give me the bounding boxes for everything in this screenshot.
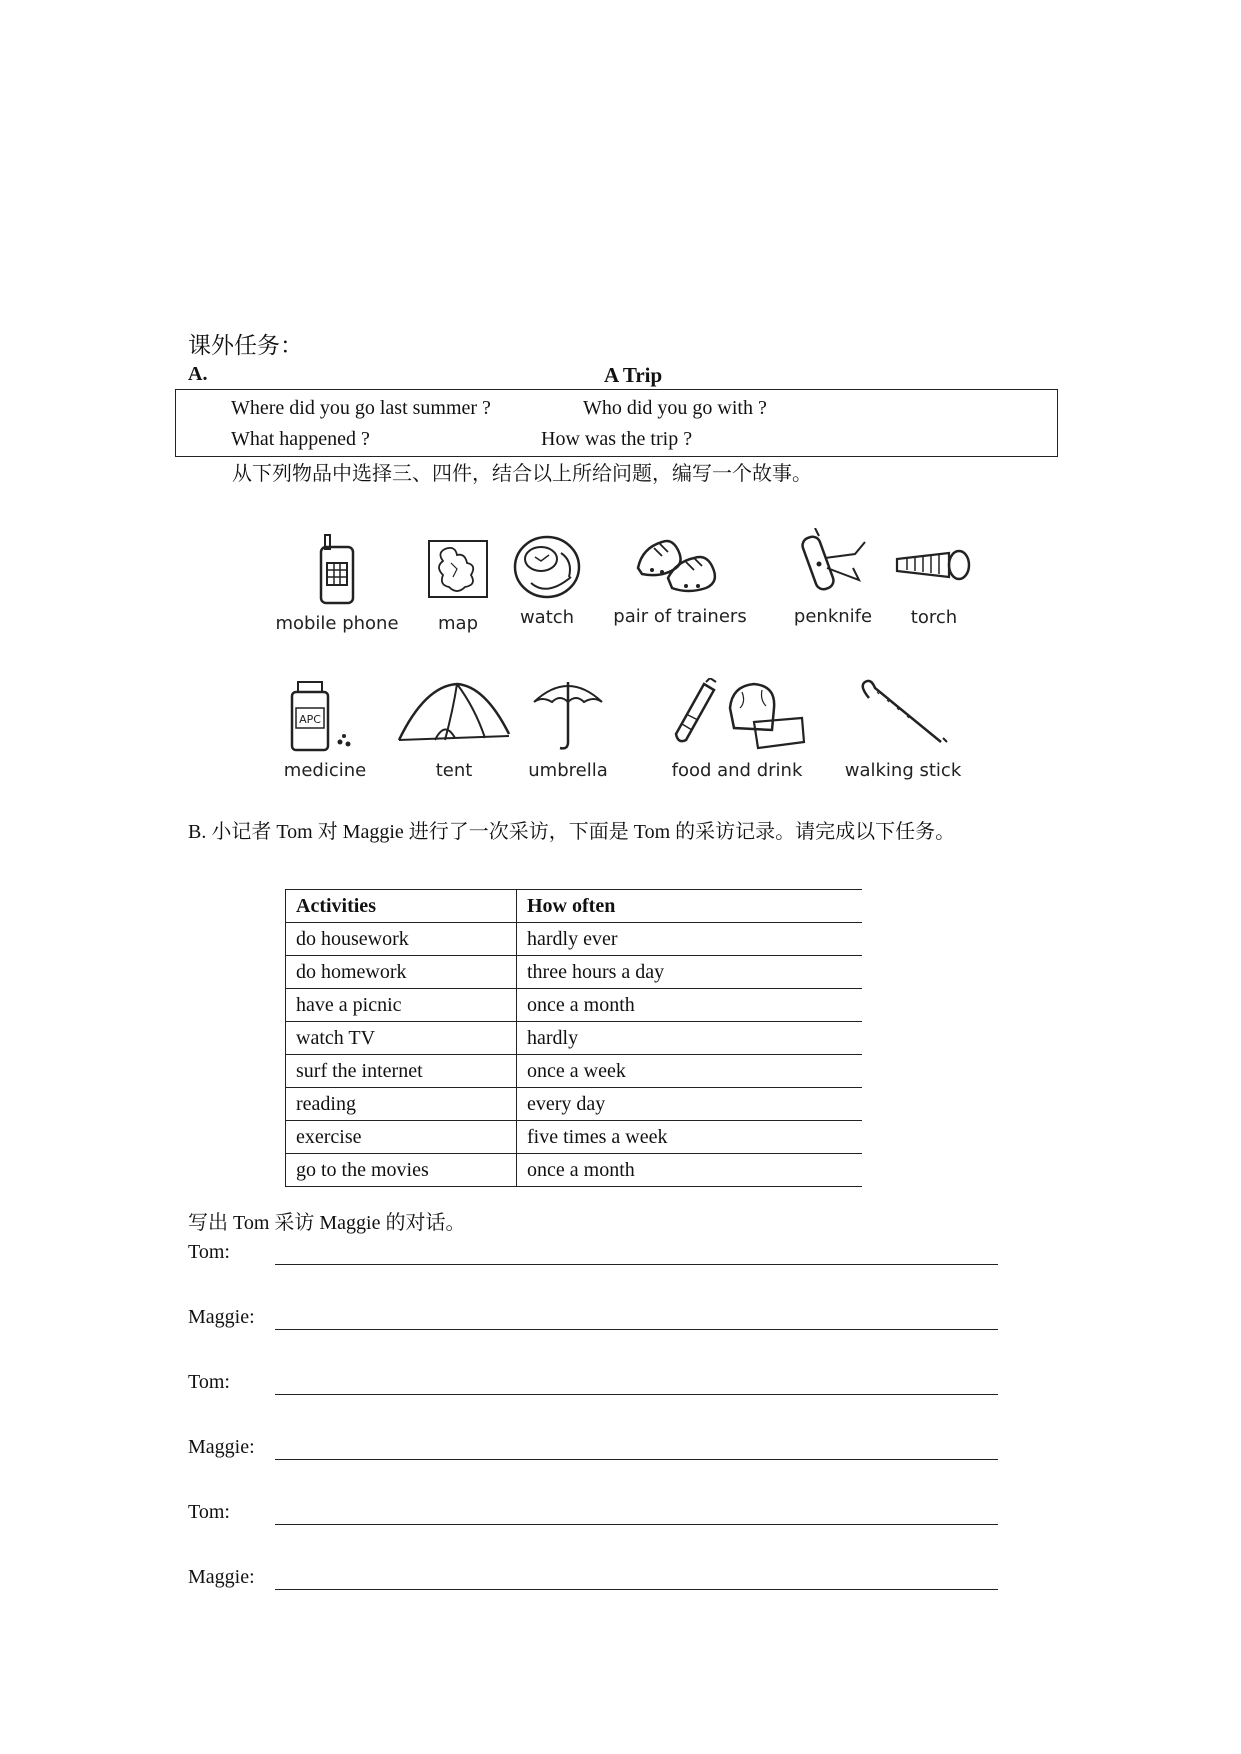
tent-icon bbox=[395, 680, 513, 754]
answer-blank[interactable] bbox=[275, 1524, 998, 1525]
frequency-cell: hardly ever bbox=[517, 923, 863, 956]
speaker-label: Maggie: bbox=[188, 1306, 255, 1328]
speaker-label: Maggie: bbox=[188, 1436, 255, 1458]
item-umbrella bbox=[526, 678, 610, 782]
answer-blank[interactable] bbox=[275, 1394, 998, 1395]
answer-blank[interactable] bbox=[275, 1459, 998, 1460]
trip-title: A Trip bbox=[604, 363, 663, 387]
item-label: umbrella bbox=[528, 760, 608, 781]
item-label: tent bbox=[435, 760, 473, 781]
instruction: 从下列物品中选择三、四件，结合以上所给问题，编写一个故事。 bbox=[232, 463, 812, 485]
dialog-line bbox=[188, 1305, 998, 1335]
frequency-cell: every day bbox=[517, 1088, 863, 1121]
penknife-icon bbox=[795, 528, 871, 600]
section-a-label: A. bbox=[188, 363, 208, 385]
frequency-cell: once a month bbox=[517, 1154, 863, 1187]
answer-blank[interactable] bbox=[275, 1329, 998, 1330]
item-label: walking stick bbox=[844, 760, 962, 781]
activity-cell: surf the internet bbox=[286, 1055, 517, 1088]
activity-cell: have a picnic bbox=[286, 989, 517, 1022]
dialog-line bbox=[188, 1370, 998, 1400]
speaker-label: Tom: bbox=[188, 1371, 230, 1393]
activity-cell: do housework bbox=[286, 923, 517, 956]
dialog-line bbox=[188, 1240, 998, 1270]
dialog-intro: 写出 Tom 采访 Maggie 的对话。 bbox=[188, 1212, 466, 1234]
item-torch bbox=[884, 533, 984, 629]
dialog-line bbox=[188, 1435, 998, 1465]
table-header-row bbox=[286, 890, 863, 923]
answer-blank[interactable] bbox=[275, 1589, 998, 1590]
item-label: pair of trainers bbox=[613, 606, 747, 627]
watch-icon bbox=[511, 533, 583, 601]
question-3: What happened ? bbox=[231, 428, 370, 450]
dialog-line bbox=[188, 1500, 998, 1530]
activity-cell: do homework bbox=[286, 956, 517, 989]
item-label: mobile phone bbox=[275, 613, 399, 634]
table-row bbox=[286, 989, 863, 1022]
item-tent bbox=[386, 680, 522, 782]
question-4: How was the trip ? bbox=[541, 428, 693, 450]
item-label: penknife bbox=[793, 606, 873, 627]
speaker-label: Tom: bbox=[188, 1501, 230, 1523]
item-map bbox=[408, 533, 508, 635]
item-label: watch bbox=[519, 607, 575, 628]
frequency-cell: once a week bbox=[517, 1055, 863, 1088]
table-row bbox=[286, 1022, 863, 1055]
dialog-line bbox=[188, 1565, 998, 1595]
table-row bbox=[286, 956, 863, 989]
item-label: food and drink bbox=[671, 760, 803, 781]
medicine-icon bbox=[288, 678, 362, 754]
item-trainers bbox=[600, 528, 760, 628]
walking-stick-icon bbox=[849, 678, 957, 754]
item-label: torch bbox=[910, 607, 958, 628]
item-label: map bbox=[438, 613, 478, 634]
frequency-cell: three hours a day bbox=[517, 956, 863, 989]
table-row bbox=[286, 1055, 863, 1088]
medicine-bottle-label: APC bbox=[299, 713, 321, 726]
trainers-icon bbox=[632, 528, 728, 600]
frequency-cell: five times a week bbox=[517, 1121, 863, 1154]
question-2: Who did you go with ? bbox=[583, 397, 767, 419]
frequency-cell: once a month bbox=[517, 989, 863, 1022]
speaker-label: Maggie: bbox=[188, 1566, 255, 1588]
map-icon bbox=[427, 539, 489, 601]
questions-box bbox=[175, 389, 1058, 457]
item-food-and-drink bbox=[662, 678, 812, 782]
activity-cell: reading bbox=[286, 1088, 517, 1121]
task-heading: 课外任务： bbox=[188, 333, 303, 358]
table-row bbox=[286, 1154, 863, 1187]
table-row bbox=[286, 923, 863, 956]
torch-icon bbox=[891, 533, 977, 601]
question-1: Where did you go last summer ? bbox=[231, 397, 491, 419]
item-watch bbox=[502, 533, 592, 629]
frequency-cell: hardly bbox=[517, 1022, 863, 1055]
activity-frequency-table bbox=[285, 889, 862, 1187]
header-how-often: How often bbox=[517, 890, 863, 923]
food-and-drink-icon bbox=[664, 678, 810, 754]
item-penknife bbox=[778, 528, 888, 628]
activity-cell: watch TV bbox=[286, 1022, 517, 1055]
umbrella-icon bbox=[532, 678, 604, 754]
mobile-phone-icon bbox=[317, 533, 357, 607]
table-row bbox=[286, 1121, 863, 1154]
speaker-label: Tom: bbox=[188, 1241, 230, 1263]
item-mobile-phone bbox=[272, 533, 402, 635]
answer-blank[interactable] bbox=[275, 1264, 998, 1265]
activity-cell: exercise bbox=[286, 1121, 517, 1154]
table-row bbox=[286, 1088, 863, 1121]
item-walking-stick bbox=[838, 678, 968, 782]
section-b-intro: B. 小记者 Tom 对 Maggie 进行了一次采访，下面是 Tom 的采访记录。请完成以下任务。 bbox=[188, 821, 956, 843]
item-label: medicine bbox=[283, 760, 367, 781]
activity-cell: go to the movies bbox=[286, 1154, 517, 1187]
header-activities: Activities bbox=[286, 890, 517, 923]
item-medicine bbox=[280, 678, 370, 782]
